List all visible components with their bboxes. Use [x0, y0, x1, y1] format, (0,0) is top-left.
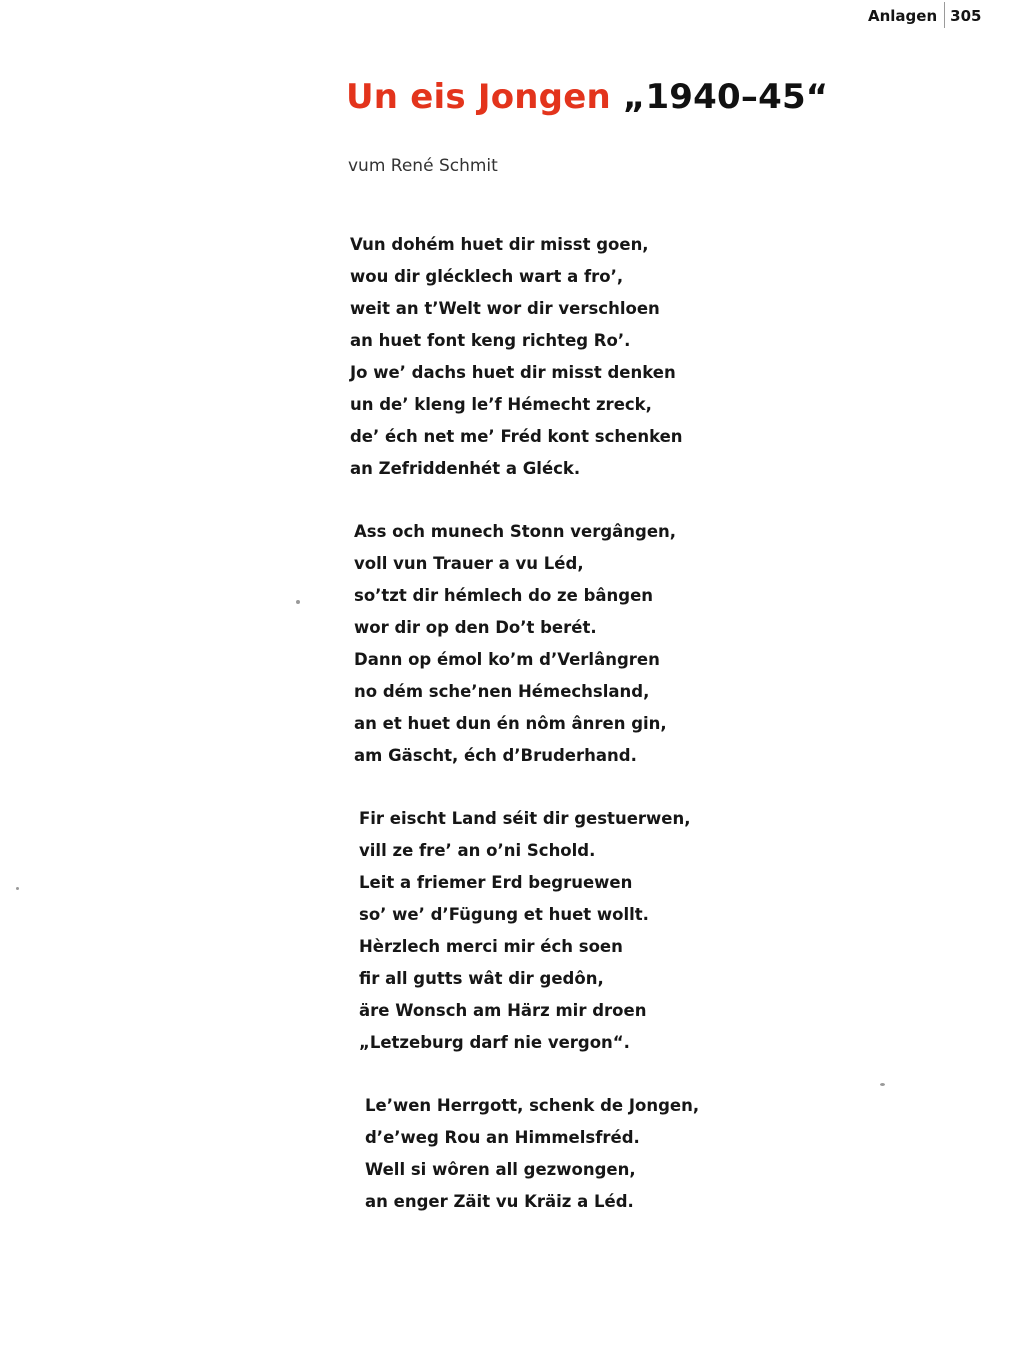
scan-speck: [880, 1083, 885, 1086]
running-header: [868, 5, 981, 28]
poem-line: am Gäscht, éch d’Bruderhand.: [354, 746, 637, 765]
poem-line: weit an t’Welt wor dir verschloen: [350, 299, 660, 318]
stanza-1: [350, 229, 710, 485]
poem-line: Vun dohém huet dir misst goen,: [350, 235, 649, 254]
scan-speck: [16, 887, 19, 890]
poem-line: d’e’weg Rou an Himmelsfréd.: [365, 1128, 640, 1147]
poem-line: so’ we’ d’Fügung et huet wollt.: [359, 905, 649, 924]
poem-line: wor dir op den Do’t berét.: [354, 618, 597, 637]
poem-line: wou dir glécklech wart a fro’,: [350, 267, 624, 286]
section-label: Anlagen: [868, 7, 938, 25]
stanza-4: [365, 1090, 710, 1218]
poem-body: [350, 229, 710, 1249]
poem-line: Dann op émol ko’m d’Verlângren: [354, 650, 660, 669]
scan-speck: [296, 600, 300, 604]
poem-title: [346, 74, 828, 120]
poem-title-main: Un eis Jongen: [346, 77, 611, 117]
poem-line: Well si wôren all gezwongen,: [365, 1160, 636, 1179]
poem-line: no dém sche’nen Hémechsland,: [354, 682, 650, 701]
poem-line: Ass och munech Stonn vergângen,: [354, 522, 677, 541]
poem-line: an enger Zäit vu Kräiz a Léd.: [365, 1192, 634, 1211]
stanza-3: [359, 803, 710, 1059]
poem-line: Jo we’ dachs huet dir misst denken: [350, 363, 676, 382]
poem-line: Fir eischt Land séit dir gestuerwen,: [359, 809, 691, 828]
poem-line: an huet font keng richteg Ro’.: [350, 331, 631, 350]
poem-title-years: „1940–45“: [622, 77, 829, 117]
poem-line: „Letzeburg darf nie vergon“.: [359, 1033, 630, 1052]
poem-line: so’tzt dir hémlech do ze bângen: [354, 586, 654, 605]
poem-line: an Zefriddenhét a Gléck.: [350, 459, 581, 478]
poem-line: de’ éch net me’ Fréd kont schenken: [350, 427, 683, 446]
poem-line: voll vun Trauer a vu Léd,: [354, 554, 584, 573]
stanza-2: [354, 516, 710, 772]
poem-line: Leit a friemer Erd begruewen: [359, 873, 633, 892]
poem-line: Le’wen Herrgott, schenk de Jongen,: [365, 1096, 700, 1115]
poem-line: Hèrzlech merci mir éch soen: [359, 937, 623, 956]
page-number: 305: [950, 7, 982, 25]
poem-line: fir all gutts wât dir gedôn,: [359, 969, 604, 988]
poem-line: vill ze fre’ an o’ni Schold.: [359, 841, 596, 860]
author-byline: vum René Schmit: [348, 156, 498, 176]
poem-line: un de’ kleng le’f Hémecht zreck,: [350, 395, 652, 414]
poem-line: äre Wonsch am Härz mir droen: [359, 1001, 647, 1020]
poem-line: an et huet dun én nôm ânren gin,: [354, 714, 667, 733]
